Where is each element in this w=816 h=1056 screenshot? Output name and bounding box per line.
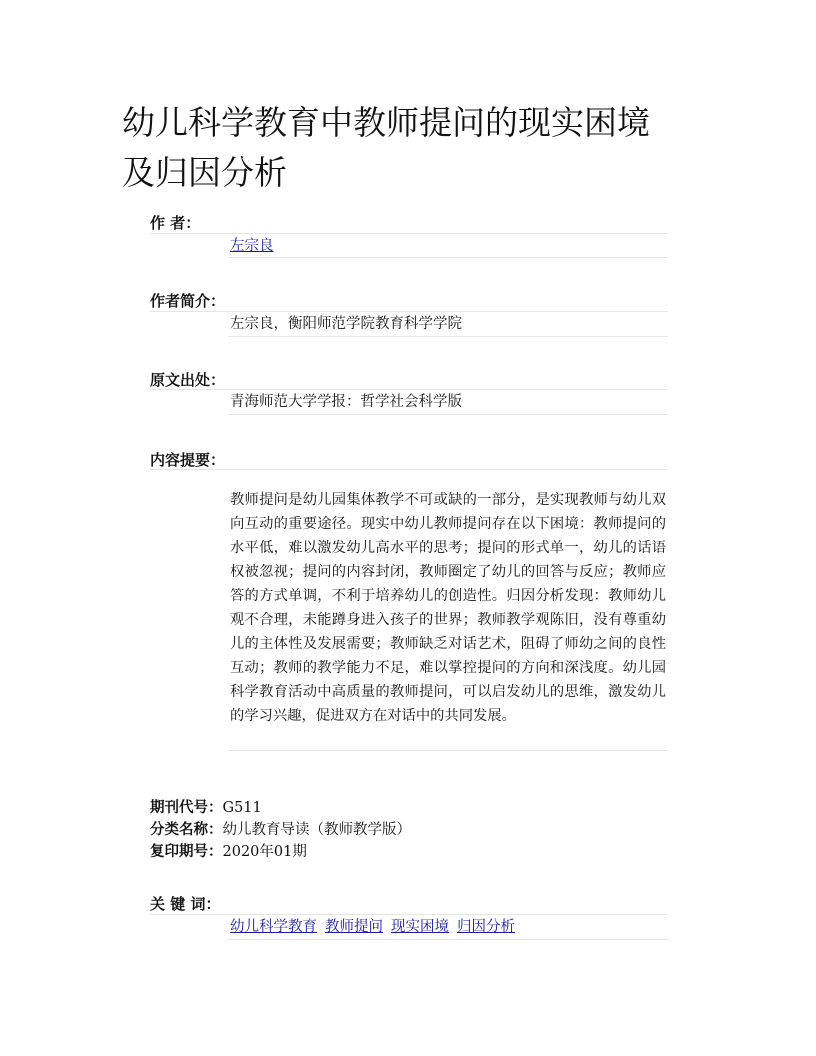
reprint-issue-value: 2020年01期	[222, 844, 307, 860]
abstract-text: 教师提问是幼儿园集体教学不可或缺的一部分，是实现教师与幼儿双向互动的重要途径。现实中幼儿教师提问存在以下困境：教师提问的水平低，难以激发幼儿高水平的思考；提问的形式单一，幼儿的话语权被忽视；提问的内容封闭，教师圈定了幼儿的回答与反应；教师应答的方式单调，不利于培养幼儿的创造性。归因分析发现：教师幼儿观不合理，未能蹲身进入孩子的世界；教师教学观陈旧，没有尊重幼儿的主体性及发展需要；教师缺乏对话艺术，阻碍了师幼之间的良性互动；教师的教学能力不足，难以掌控提问的方向和深浅度。幼儿园科学教育活动中高质量的教师提问，可以启发幼儿的思维，激发幼儿的学习兴趣，促进双方在对话中的共同发展。	[230, 492, 666, 724]
abstract-label: 内容提要：	[150, 451, 226, 469]
source-text: 青海师范大学学报：哲学社会科学版	[230, 394, 462, 410]
journal-code-row	[150, 797, 262, 819]
author-intro-field	[228, 311, 668, 337]
article-title: 幼儿科学教育中教师提问的现实困境及归因分析	[122, 103, 650, 192]
category-value: 幼儿教育导读（教师教学版）	[222, 822, 411, 838]
journal-code-label: 期刊代号：	[150, 800, 223, 816]
source-field	[228, 389, 668, 415]
abstract-box	[228, 469, 668, 751]
category-row	[150, 819, 411, 841]
keyword-link[interactable]: 现实困境	[391, 919, 449, 935]
source-label: 原文出处：	[150, 371, 226, 389]
author-link[interactable]: 左宗良	[230, 238, 274, 254]
reprint-issue-row	[150, 841, 307, 863]
category-label: 分类名称：	[150, 822, 223, 838]
keyword-link[interactable]: 教师提问	[325, 919, 383, 935]
author-label: 作 者：	[150, 214, 201, 232]
reprint-issue-label: 复印期号：	[150, 844, 223, 860]
author-intro-text: 左宗良，衡阳师范学院教育科学学院	[230, 316, 462, 332]
keyword-link[interactable]: 归因分析	[457, 919, 515, 935]
keyword-link[interactable]: 幼儿科学教育	[230, 919, 317, 935]
journal-code-value: G511	[222, 800, 262, 816]
keywords-field	[228, 914, 668, 940]
author-field	[228, 233, 668, 258]
keywords-label: 关 键 词：	[150, 895, 221, 913]
author-intro-label: 作者简介：	[150, 292, 226, 310]
